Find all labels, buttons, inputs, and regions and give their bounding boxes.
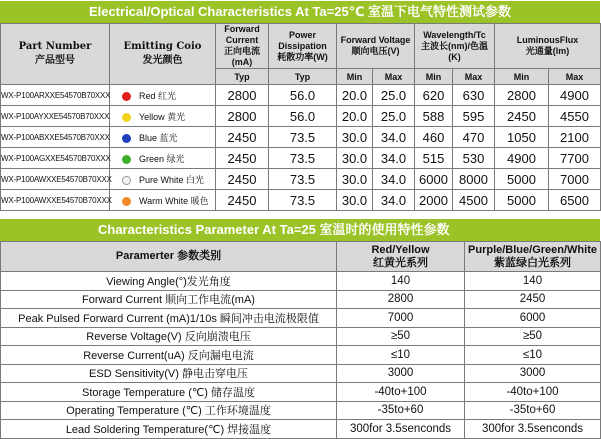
forward-current: 2800 bbox=[216, 85, 269, 106]
voltage-max: 25.0 bbox=[373, 85, 415, 106]
red-yellow-value: -35to+60 bbox=[337, 401, 465, 420]
red-yellow-value: -40to+100 bbox=[337, 383, 465, 402]
flux-max: 4550 bbox=[549, 106, 601, 127]
forward-current: 2450 bbox=[216, 127, 269, 148]
red-yellow-value: 300for 3.5senconds bbox=[337, 420, 465, 439]
table-row bbox=[1, 420, 601, 439]
part-number: WX-P100ABXXE54570B70XXX bbox=[1, 127, 110, 148]
pbgw-value: 2450 bbox=[465, 290, 601, 309]
parameter-name: Lead Soldering Temperature(℃) 焊接温度 bbox=[1, 420, 337, 439]
wavelength-min: 460 bbox=[415, 127, 453, 148]
sub-max: Max bbox=[453, 69, 495, 85]
emitting-color: Green 绿光 bbox=[110, 148, 216, 169]
pbgw-value: ≤10 bbox=[465, 346, 601, 365]
table-row bbox=[1, 169, 601, 190]
forward-current: 2450 bbox=[216, 190, 269, 211]
voltage-max: 34.0 bbox=[373, 169, 415, 190]
table-row bbox=[1, 309, 601, 328]
header-purple-blue-green-white: Purple/Blue/Green/White 紫蓝绿白光系列 bbox=[465, 242, 601, 272]
header-forward-voltage: Forward Voltage 顺向电压(V) bbox=[337, 24, 415, 69]
pbgw-value: 300for 3.5senconds bbox=[465, 420, 601, 439]
power-dissipation: 73.5 bbox=[269, 169, 337, 190]
voltage-max: 25.0 bbox=[373, 106, 415, 127]
pbgw-value: 140 bbox=[465, 272, 601, 291]
section2-title: Characteristics Parameter At Ta=25 室温时的使用特性参数 bbox=[0, 219, 600, 241]
table-row bbox=[1, 290, 601, 309]
wavelength-min: 515 bbox=[415, 148, 453, 169]
red-yellow-value: 3000 bbox=[337, 364, 465, 383]
table1-header-row bbox=[1, 24, 601, 69]
wavelength-min: 2000 bbox=[415, 190, 453, 211]
wavelength-min: 620 bbox=[415, 85, 453, 106]
table-row bbox=[1, 364, 601, 383]
parameter-name: Storage Temperature (℃) 储存温度 bbox=[1, 383, 337, 402]
red-yellow-value: 140 bbox=[337, 272, 465, 291]
power-dissipation: 73.5 bbox=[269, 127, 337, 148]
flux-max: 7700 bbox=[549, 148, 601, 169]
wavelength-max: 470 bbox=[453, 127, 495, 148]
flux-min: 2800 bbox=[495, 85, 549, 106]
flux-min: 5000 bbox=[495, 169, 549, 190]
header-parameter: Paramerter 参数类别 bbox=[1, 242, 337, 272]
table-row bbox=[1, 346, 601, 365]
red-yellow-value: ≤10 bbox=[337, 346, 465, 365]
flux-max: 2100 bbox=[549, 127, 601, 148]
sub-max: Max bbox=[373, 69, 415, 85]
emitting-color: Pure White 白光 bbox=[110, 169, 216, 190]
flux-max: 7000 bbox=[549, 169, 601, 190]
flux-max: 6500 bbox=[549, 190, 601, 211]
header-luminous-flux: LuminousFlux 光通量(lm) bbox=[495, 24, 601, 69]
voltage-min: 30.0 bbox=[337, 169, 373, 190]
power-dissipation: 56.0 bbox=[269, 106, 337, 127]
table-row bbox=[1, 190, 601, 211]
emitting-color: Warm White 暖色 bbox=[110, 190, 216, 211]
part-number: WX-P100AYXXE54570B70XXX bbox=[1, 106, 110, 127]
pbgw-value: 6000 bbox=[465, 309, 601, 328]
red-yellow-value: 7000 bbox=[337, 309, 465, 328]
pbgw-value: -35to+60 bbox=[465, 401, 601, 420]
voltage-min: 20.0 bbox=[337, 85, 373, 106]
flux-min: 5000 bbox=[495, 190, 549, 211]
parameter-name: Viewing Angle(°)发光角度 bbox=[1, 272, 337, 291]
red-yellow-value: 2800 bbox=[337, 290, 465, 309]
table-row bbox=[1, 106, 601, 127]
power-dissipation: 73.5 bbox=[269, 190, 337, 211]
parameter-name: Reverse Current(uA) 反向漏电电流 bbox=[1, 346, 337, 365]
sub-min: Min bbox=[495, 69, 549, 85]
emitting-color: Blue 蓝光 bbox=[110, 127, 216, 148]
header-power-dissipation: Power Dissipation 耗散功率(W) bbox=[269, 24, 337, 69]
sub-min: Min bbox=[337, 69, 373, 85]
voltage-min: 20.0 bbox=[337, 106, 373, 127]
emitting-color: Yellow 黄光 bbox=[110, 106, 216, 127]
pbgw-value: 3000 bbox=[465, 364, 601, 383]
parameter-name: Operating Temperature (℃) 工作环境温度 bbox=[1, 401, 337, 420]
section1-title: Electrical/Optical Characteristics At Ta=25℃ 室温下电气特性测试参数 bbox=[0, 1, 600, 23]
color-dot-icon bbox=[122, 113, 131, 122]
wavelength-max: 4500 bbox=[453, 190, 495, 211]
forward-current: 2800 bbox=[216, 106, 269, 127]
table-row bbox=[1, 327, 601, 346]
voltage-min: 30.0 bbox=[337, 127, 373, 148]
part-number: WX-P100AWXXE54570B70XXX bbox=[1, 190, 110, 211]
characteristics-parameter-table bbox=[0, 241, 601, 439]
electrical-optical-table bbox=[0, 23, 601, 211]
sub-min: Min bbox=[415, 69, 453, 85]
header-forward-current: Forward Current 正向电流(mA) bbox=[216, 24, 269, 69]
sub-typ: Typ bbox=[269, 69, 337, 85]
voltage-min: 30.0 bbox=[337, 190, 373, 211]
wavelength-min: 6000 bbox=[415, 169, 453, 190]
header-red-yellow: Red/Yellow 红黄光系列 bbox=[337, 242, 465, 272]
flux-max: 4900 bbox=[549, 85, 601, 106]
parameter-name: Peak Pulsed Forward Current (mA)1/10s 瞬间冲击电流极限值 bbox=[1, 309, 337, 328]
header-wavelength: Wavelength/Tc 主波长(nm)/色温(K) bbox=[415, 24, 495, 69]
parameter-name: Forward Current 顺向工作电流(mA) bbox=[1, 290, 337, 309]
parameter-name: ESD Sensitivity(V) 静电击穿电压 bbox=[1, 364, 337, 383]
color-dot-icon bbox=[122, 155, 131, 164]
wavelength-min: 588 bbox=[415, 106, 453, 127]
red-yellow-value: ≥50 bbox=[337, 327, 465, 346]
voltage-max: 34.0 bbox=[373, 148, 415, 169]
header-part-number: Part Number 产品型号 bbox=[1, 24, 110, 85]
flux-min: 1050 bbox=[495, 127, 549, 148]
table-row bbox=[1, 148, 601, 169]
table-row bbox=[1, 383, 601, 402]
part-number: WX-P100AGXXE54570B70XXX bbox=[1, 148, 110, 169]
wavelength-max: 8000 bbox=[453, 169, 495, 190]
power-dissipation: 73.5 bbox=[269, 148, 337, 169]
flux-min: 2450 bbox=[495, 106, 549, 127]
voltage-max: 34.0 bbox=[373, 127, 415, 148]
table-row bbox=[1, 272, 601, 291]
wavelength-max: 630 bbox=[453, 85, 495, 106]
table2-header-row bbox=[1, 242, 601, 272]
parameter-name: Reverse Voltage(V) 反向崩溃电压 bbox=[1, 327, 337, 346]
forward-current: 2450 bbox=[216, 169, 269, 190]
emitting-color: Red 红光 bbox=[110, 85, 216, 106]
flux-min: 4900 bbox=[495, 148, 549, 169]
header-emitting-color: Emitting Coio 发光颜色 bbox=[110, 24, 216, 85]
color-dot-icon bbox=[122, 176, 131, 185]
voltage-max: 34.0 bbox=[373, 190, 415, 211]
color-dot-icon bbox=[122, 92, 131, 101]
table-row bbox=[1, 127, 601, 148]
pbgw-value: -40to+100 bbox=[465, 383, 601, 402]
wavelength-max: 595 bbox=[453, 106, 495, 127]
color-dot-icon bbox=[122, 134, 131, 143]
sub-max: Max bbox=[549, 69, 601, 85]
table-row bbox=[1, 85, 601, 106]
pbgw-value: ≥50 bbox=[465, 327, 601, 346]
sub-typ: Typ bbox=[216, 69, 269, 85]
part-number: WX-P100AWXXE54570B70XXX bbox=[1, 169, 110, 190]
table-row bbox=[1, 401, 601, 420]
wavelength-max: 530 bbox=[453, 148, 495, 169]
forward-current: 2450 bbox=[216, 148, 269, 169]
voltage-min: 30.0 bbox=[337, 148, 373, 169]
part-number: WX-P100ARXXE54570B70XXX bbox=[1, 85, 110, 106]
color-dot-icon bbox=[122, 197, 131, 206]
power-dissipation: 56.0 bbox=[269, 85, 337, 106]
